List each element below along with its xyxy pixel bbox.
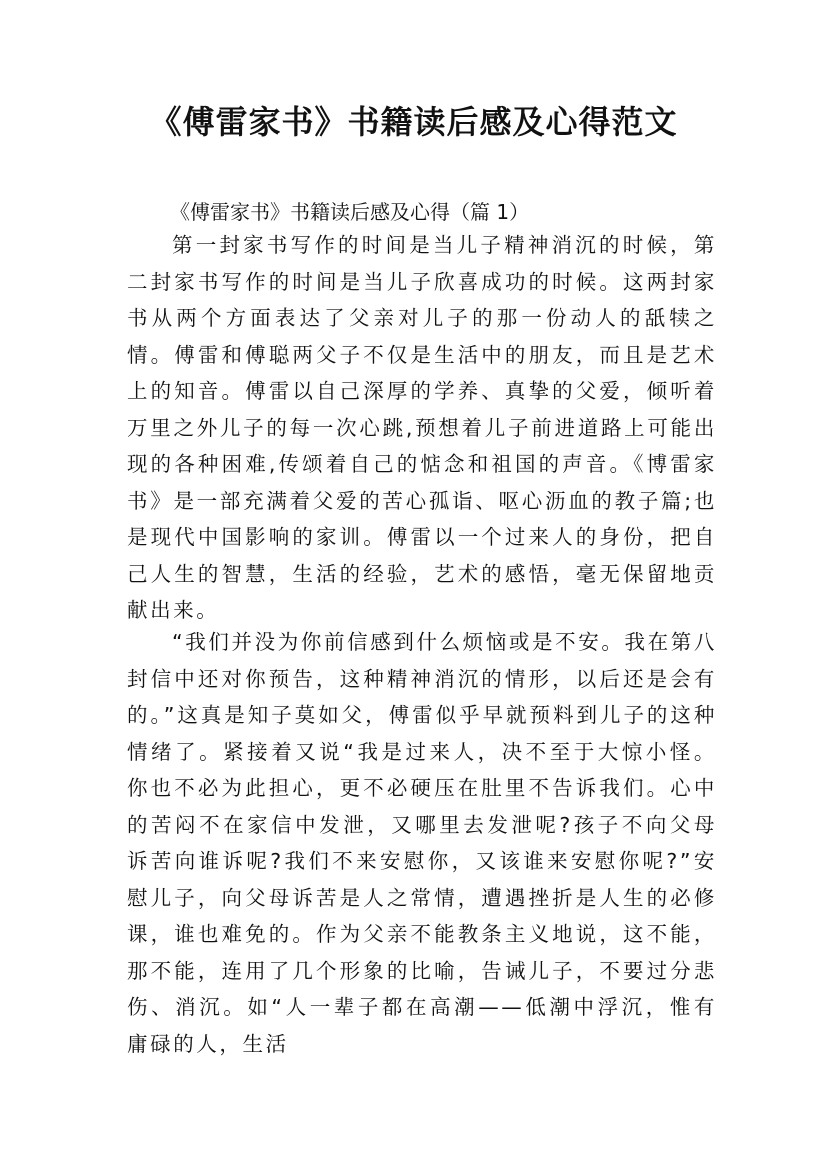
section-heading: 《傅雷家书》书籍读后感及心得（篇 1） xyxy=(170,200,530,224)
body-paragraph-2: “我们并没为你前信感到什么烦恼或是不安。我在第八封信中还对你预告，这种精神消沉的情形，以后还是会有的。”这真是知子莫如父，傅雷似乎早就预料到儿子的这种情绪了。紧接着又说“我是过来人，决不至于大惊小怪。你也不必为此担心，更不必硬压在肚里不告诉我们。心中的苦闷不在家信中发泄，又哪里去发泄呢?孩子不向父母诉苦向谁诉呢?我们不来安慰你，又该谁来安慰你呢?”安慰儿子，向父母诉苦是人之常情，遭遇挫折是人生的必修课，谁也难免的。作为父亲不能教条主义地说，这不能，那不能，连用了几个形象的比喻，告诫儿子，不要过分悲伤、消沉。如“人一辈子都在高潮——低潮中浮沉，惟有庸碌的人，生活 xyxy=(127,630,717,1056)
document-title: 《傅雷家书》书籍读后感及心得范文 xyxy=(149,103,678,141)
body-paragraph-1: 第一封家书写作的时间是当儿子精神消沉的时候，第二封家书写作的时间是当儿子欣喜成功的时候。这两封家书从两个方面表达了父亲对儿子的那一份动人的舐犊之情。傅雷和傅聪两父子不仅是生活中的朋友，而且是艺术上的知音。傅雷以自己深厚的学养、真挚的父爱，倾听着万里之外儿子的每一次心跳,预想着儿子前进道路上可能出现的各种困难,传颂着自己的惦念和祖国的声音。《博雷家书》是一部充满着父爱的苦心孤诣、呕心沥血的教子篇;也是现代中国影响的家训。傅雷以一个过来人的身份，把自己人生的智慧，生活的经验，艺术的感悟，毫无保留地贡献出来。 xyxy=(127,233,717,622)
